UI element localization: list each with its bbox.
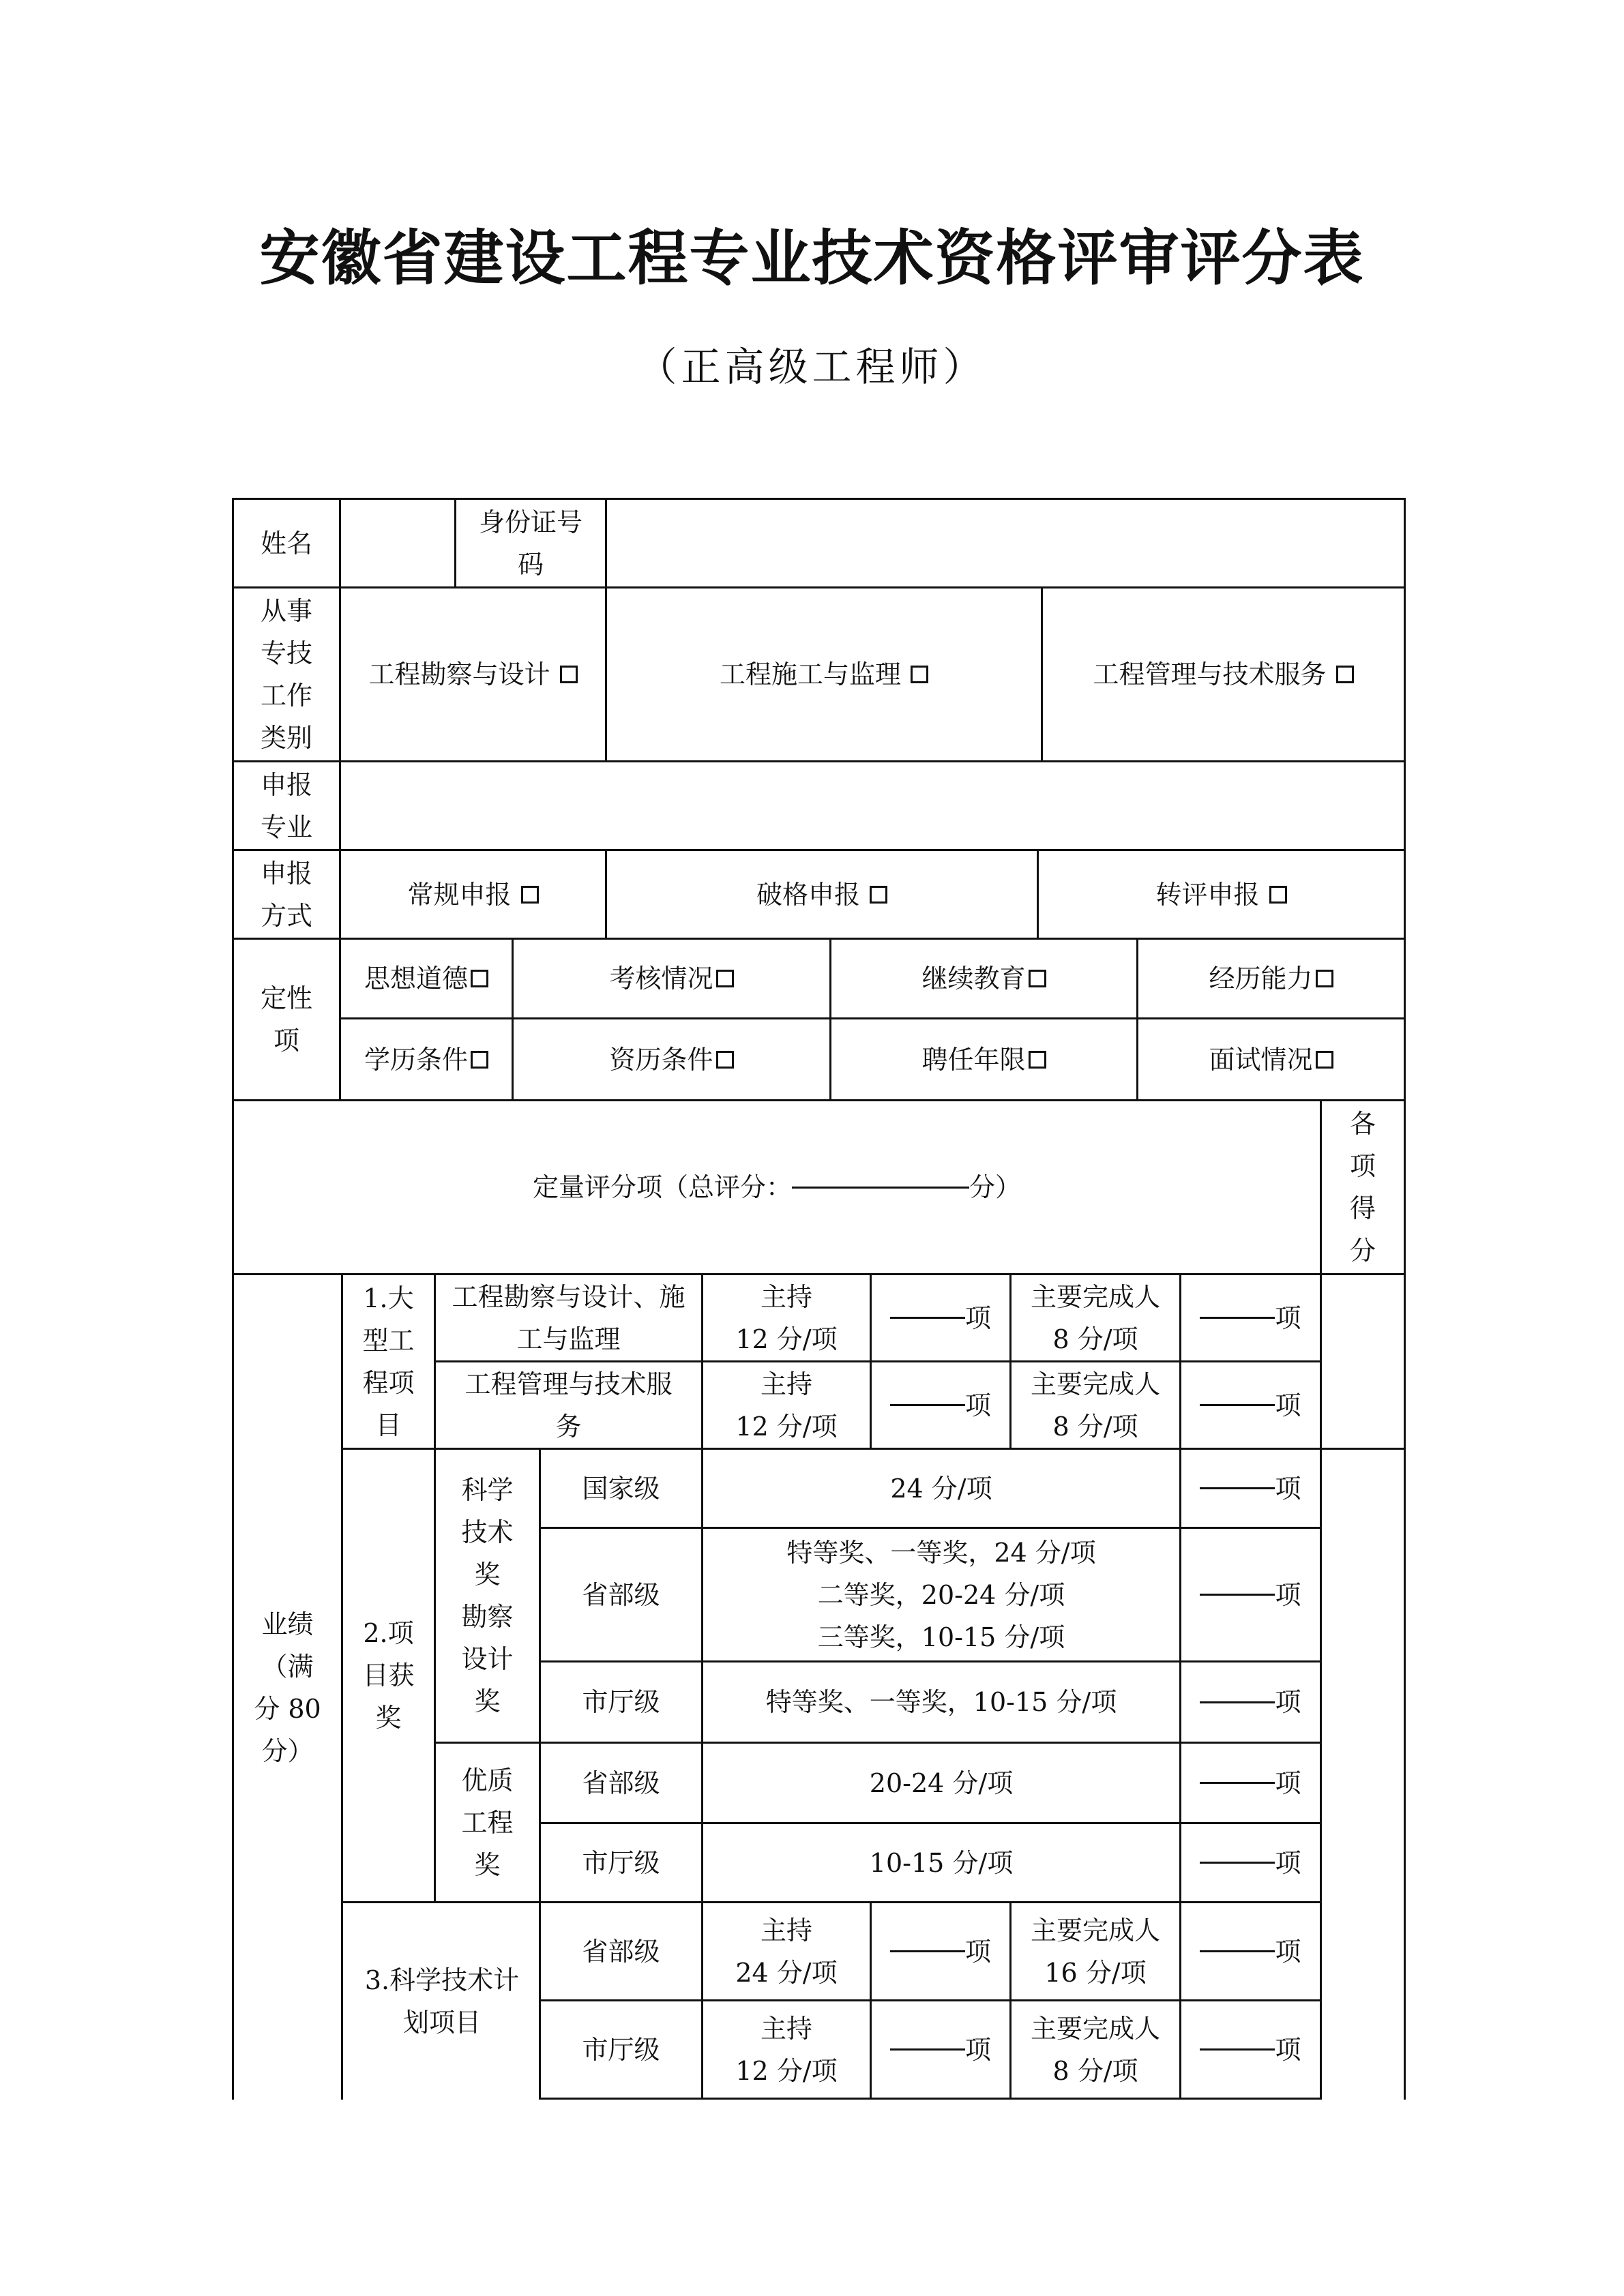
unit-label: 项	[1275, 1473, 1301, 1504]
s3-main-score: 主要完成人 16 分/项	[1009, 1901, 1181, 2001]
page-title: 安徽省建设工程专业技术资格评审评分表	[259, 222, 1365, 293]
qualitative-item-label: 继续教育	[921, 964, 1026, 994]
category-option-construction-label: 工程施工与监理	[719, 659, 901, 689]
method-option-exceptional[interactable]	[605, 849, 1039, 940]
qualitative-item-label: 经历能力	[1209, 964, 1313, 994]
s3-main-count[interactable]	[1179, 1901, 1322, 2001]
s3-main-count[interactable]	[1179, 1999, 1322, 2100]
award-count[interactable]	[1179, 1742, 1322, 1824]
checkbox-icon[interactable]	[521, 886, 539, 904]
s3-level: 市厅级	[539, 1999, 703, 2100]
count-blank[interactable]	[1200, 1317, 1275, 1319]
s2-s3-item-score[interactable]	[1320, 1448, 1406, 2100]
category-option-design-label: 工程勘察与设计	[368, 659, 550, 689]
qualitative-item-label: 思想道德	[364, 964, 468, 994]
sci-tech-award-label: 科学 技术 奖 勘察 设计 奖	[434, 1448, 541, 1744]
s1-main-count[interactable]	[1179, 1360, 1322, 1450]
s1-host-score: 主持 12 分/项	[701, 1360, 872, 1450]
section-1-label: 1.大 型工 程项 目	[341, 1273, 436, 1450]
award-level: 省部级	[539, 1742, 703, 1824]
count-blank[interactable]	[1200, 1404, 1275, 1406]
category-option-construction[interactable]	[605, 586, 1043, 762]
s1-host-count[interactable]	[870, 1360, 1012, 1450]
award-count[interactable]	[1179, 1527, 1322, 1663]
award-count[interactable]	[1179, 1448, 1322, 1529]
checkbox-icon[interactable]	[716, 970, 734, 987]
unit-label: 项	[1275, 1579, 1301, 1610]
checkbox-icon[interactable]	[560, 666, 578, 683]
s1-main-score: 主要完成人 8 分/项	[1009, 1273, 1181, 1362]
name-label: 姓名	[232, 498, 341, 588]
s3-host-score: 主持 24 分/项	[701, 1901, 872, 2001]
checkbox-icon[interactable]	[1029, 970, 1046, 987]
performance-label: 业绩 （满 分 80 分）	[232, 1273, 343, 2100]
page-subtitle: （正高级工程师）	[637, 344, 987, 390]
qualitative-item[interactable]	[829, 1017, 1138, 1101]
unit-label: 项	[1275, 1302, 1301, 1333]
unit-label: 项	[964, 2034, 991, 2065]
count-blank[interactable]	[1200, 1701, 1275, 1703]
id-number-label: 身份证号 码	[454, 498, 607, 588]
total-score-blank[interactable]	[792, 1187, 969, 1189]
checkbox-icon[interactable]	[1316, 1051, 1333, 1069]
s3-main-score: 主要完成人 8 分/项	[1009, 1999, 1181, 2100]
work-category-label: 从事 专技 工作 类别	[232, 586, 341, 762]
qualitative-item-label: 面试情况	[1209, 1044, 1313, 1075]
qualitative-item[interactable]	[339, 938, 514, 1019]
award-level: 市厅级	[539, 1822, 703, 1903]
award-count[interactable]	[1179, 1822, 1322, 1903]
qualitative-item[interactable]	[512, 938, 831, 1019]
quality-award-label: 优质 工程 奖	[434, 1742, 541, 1903]
checkbox-icon[interactable]	[1336, 666, 1354, 683]
count-blank[interactable]	[1200, 1487, 1275, 1489]
category-option-management-label: 工程管理与技术服务	[1093, 659, 1327, 689]
unit-label: 项	[1275, 1687, 1301, 1717]
checkbox-icon[interactable]	[471, 970, 488, 987]
checkbox-icon[interactable]	[870, 886, 887, 904]
name-field[interactable]	[339, 498, 456, 588]
qualitative-item[interactable]	[829, 938, 1138, 1019]
quantitative-header	[232, 1099, 1322, 1275]
count-blank[interactable]	[1200, 1862, 1275, 1864]
award-score: 20-24 分/项	[701, 1742, 1181, 1824]
qualitative-item[interactable]	[1136, 938, 1406, 1019]
award-score: 特等奖、一等奖，24 分/项 二等奖，20-24 分/项 三等奖，10-15 分/项	[701, 1527, 1181, 1663]
count-blank[interactable]	[1200, 1594, 1275, 1596]
s1-category: 工程管理与技术服 务	[434, 1360, 703, 1450]
s3-host-score: 主持 12 分/项	[701, 1999, 872, 2100]
s1-main-score: 主要完成人 8 分/项	[1009, 1360, 1181, 1450]
id-number-field[interactable]	[605, 498, 1406, 588]
section-2-label: 2.项 目获 奖	[341, 1448, 436, 1903]
unit-label: 项	[964, 1936, 991, 1967]
s1-main-count[interactable]	[1179, 1273, 1322, 1362]
unit-label: 项	[1275, 1390, 1301, 1420]
qualitative-label: 定性 项	[232, 938, 341, 1101]
award-count[interactable]	[1179, 1660, 1322, 1744]
method-option-transfer[interactable]	[1037, 849, 1406, 940]
qualitative-item[interactable]	[339, 1017, 514, 1101]
count-blank[interactable]	[1200, 2048, 1275, 2051]
s3-host-count[interactable]	[870, 1999, 1012, 2100]
qualitative-item[interactable]	[1136, 1017, 1406, 1101]
s3-level: 省部级	[539, 1901, 703, 2001]
quantitative-header-suffix: 分）	[969, 1172, 1022, 1202]
count-blank[interactable]	[890, 1317, 965, 1319]
award-score: 特等奖、一等奖，10-15 分/项	[701, 1660, 1181, 1744]
award-score: 10-15 分/项	[701, 1822, 1181, 1903]
qualitative-item-label: 资历条件	[609, 1044, 713, 1075]
method-option-transfer-label: 转评申报	[1155, 879, 1260, 910]
method-option-regular[interactable]	[339, 849, 607, 940]
declared-major-field[interactable]	[339, 760, 1406, 851]
unit-label: 项	[1275, 1768, 1301, 1798]
count-blank[interactable]	[890, 1404, 965, 1406]
item-score-header: 各 项 得 分	[1320, 1099, 1406, 1275]
checkbox-icon[interactable]	[716, 1051, 734, 1069]
section-3-label: 3.科学技术计 划项目	[341, 1901, 541, 2100]
qualitative-item[interactable]	[512, 1017, 831, 1101]
s3-host-count[interactable]	[870, 1901, 1012, 2001]
category-option-design[interactable]	[339, 586, 607, 762]
unit-label: 项	[1275, 2034, 1301, 2065]
method-option-regular-label: 常规申报	[407, 879, 512, 910]
s1-host-count[interactable]	[870, 1273, 1012, 1362]
s1-host-score: 主持 12 分/项	[701, 1273, 872, 1362]
unit-label: 项	[964, 1302, 991, 1333]
s1-category: 工程勘察与设计、施 工与监理	[434, 1273, 703, 1362]
award-level: 省部级	[539, 1527, 703, 1663]
qualitative-item-label: 学历条件	[364, 1044, 468, 1075]
quantitative-header-prefix: 定量评分项（总评分：	[532, 1172, 792, 1202]
award-level: 国家级	[539, 1448, 703, 1529]
unit-label: 项	[1275, 1847, 1301, 1878]
count-blank[interactable]	[1200, 1950, 1275, 1952]
count-blank[interactable]	[890, 2048, 965, 2051]
declared-major-label: 申报 专业	[232, 760, 341, 851]
checkbox-icon[interactable]	[1316, 970, 1333, 987]
checkbox-icon[interactable]	[911, 666, 928, 683]
unit-label: 项	[964, 1390, 991, 1420]
award-score: 24 分/项	[701, 1448, 1181, 1529]
checkbox-icon[interactable]	[471, 1051, 488, 1069]
checkbox-icon[interactable]	[1029, 1051, 1046, 1069]
s1-item-score[interactable]	[1320, 1273, 1406, 1450]
count-blank[interactable]	[1200, 1782, 1275, 1784]
checkbox-icon[interactable]	[1269, 886, 1287, 904]
award-level: 市厅级	[539, 1660, 703, 1744]
declaration-method-label: 申报 方式	[232, 849, 341, 940]
method-option-exceptional-label: 破格申报	[756, 879, 860, 910]
unit-label: 项	[1275, 1936, 1301, 1967]
category-option-management[interactable]	[1041, 586, 1406, 762]
count-blank[interactable]	[890, 1950, 965, 1952]
qualitative-item-label: 考核情况	[609, 964, 713, 994]
qualitative-item-label: 聘任年限	[921, 1044, 1026, 1075]
